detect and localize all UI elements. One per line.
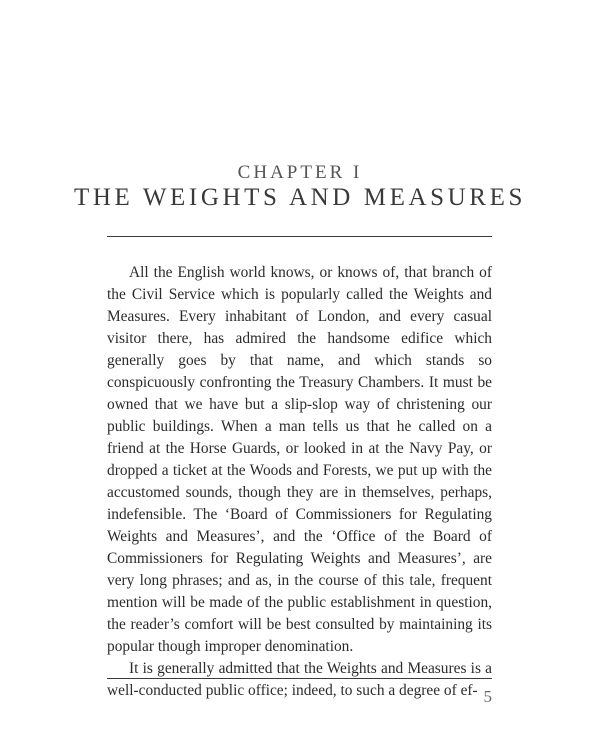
chapter-title: THE WEIGHTS AND MEASURES: [74, 184, 526, 211]
body-text: [107, 262, 492, 702]
page-number: 5: [483, 687, 492, 706]
header-rule: [107, 236, 492, 237]
footer-rule: [107, 678, 492, 679]
paragraph-1: All the English world knows, or knows of, that branch of the Civil Service which is popularly called the Weights and Measures. Every inhabitant of London, and every casual visitor there, has admired the handsome edifice which generally goes by that name, and which stands so conspicuously confronting the Treasury Chambers. It must be owned that we have but a slip-slop way of christening our public buildings. When a man tells us that he called on a friend at the Horse Guards, or looked in at the Navy Pay, or dropped a ticket at the Woods and Forests, we put up with the accustomed sounds, though they are in themselves, perhaps, indefensible. The ‘Board of Commissioners for Regulating Weights and Measures’, and the ‘Office of the Board of Commissioners for Regulating Weights and Measures’, are very long phrases; and as, in the course of this tale, frequent mention will be made of the public establishment in question, the reader’s comfort will be best consulted by maintaining its popular though improper denomination.: [107, 264, 492, 655]
paragraph-2: It is generally admitted that the Weights and Measures is a well-conducted public office; indeed, to such a degree of ef-: [107, 660, 492, 699]
chapter-label: CHAPTER I: [237, 162, 363, 183]
